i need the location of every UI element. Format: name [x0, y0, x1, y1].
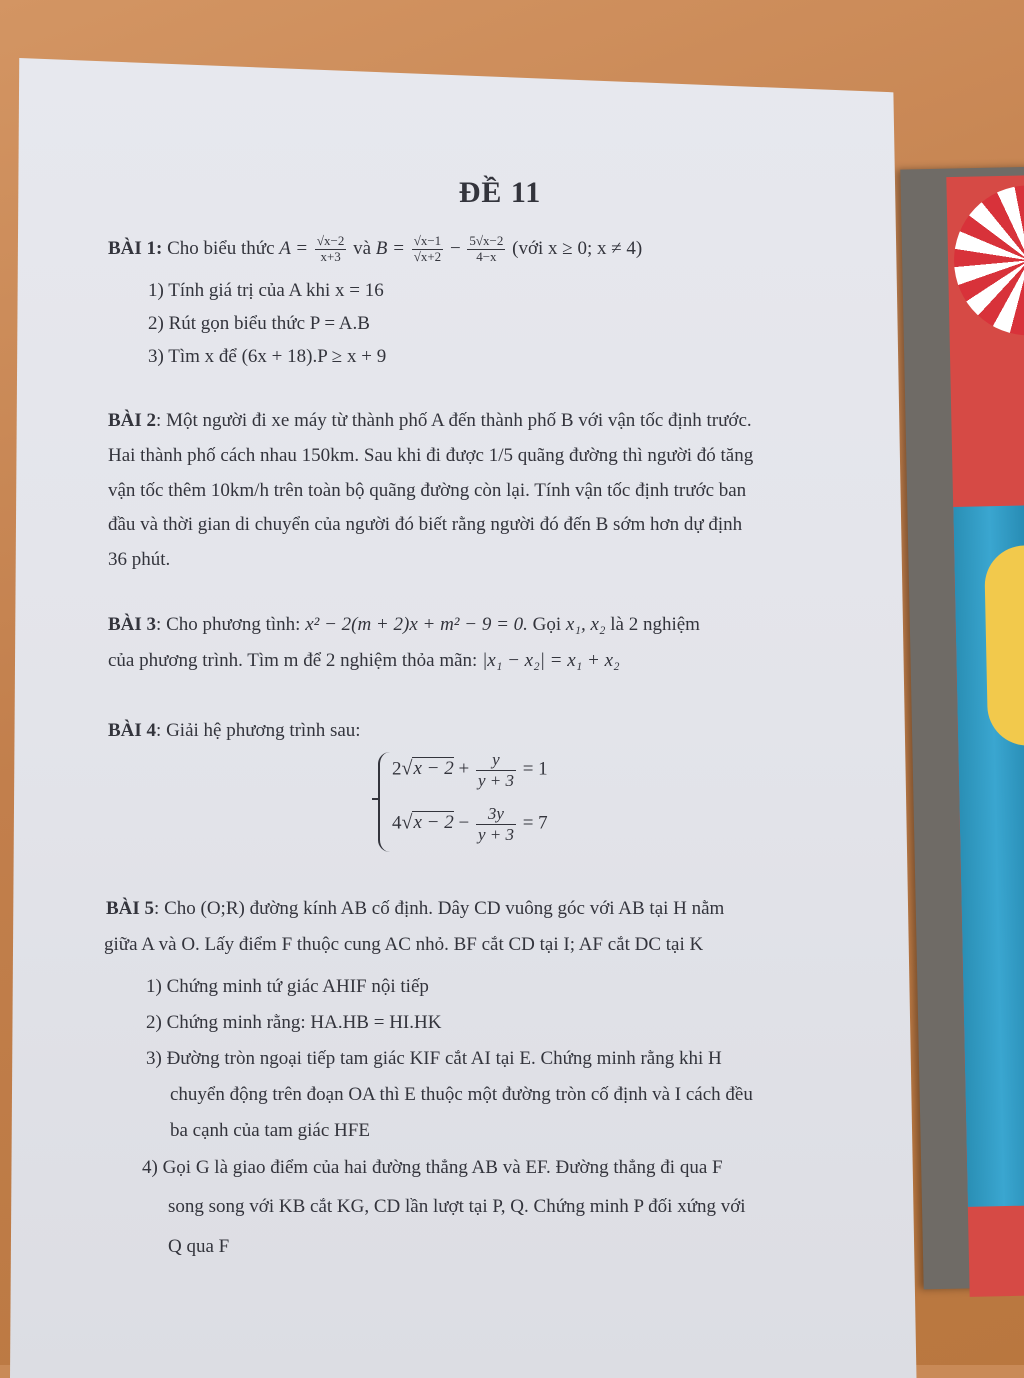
- system-equation-2: [392, 804, 548, 844]
- bai2-line-4: đầu và thời gian di chuyển của người đó biết rằng người đó đến B sớm hơn dự định: [108, 514, 743, 535]
- bai4-line: [108, 720, 361, 742]
- bai1-item-1: 1) Tính giá trị của A khi x = 16: [148, 280, 384, 301]
- eq2-denominator: y + 3: [477, 824, 514, 844]
- bai4-text: : Giải hệ phương trình sau:: [156, 720, 361, 741]
- bai5-label: BÀI 5: [106, 898, 155, 919]
- eq1-coef: 2: [392, 758, 402, 780]
- bai2-line-1: [108, 410, 752, 432]
- bai2-line-5: 36 phút.: [108, 549, 171, 570]
- bai1-and: và: [353, 237, 372, 259]
- expr-b-fraction-1: [412, 234, 443, 265]
- bai3-line-1: [108, 614, 700, 636]
- eq1-numerator: y: [476, 750, 516, 771]
- eq2-coef: 4: [392, 812, 402, 834]
- sqrt-icon: √: [401, 811, 413, 834]
- bai3-text-4: của phương trình. Tìm m để 2 nghiệm thỏa mãn:: [108, 650, 478, 671]
- bai5-item-2: 2) Chứng minh rằng: HA.HB = HI.HK: [146, 1012, 442, 1033]
- exam-title: ĐỀ 11: [458, 176, 542, 209]
- bai5-item-4-cont-1: song song với KB cắt KG, CD lần lượt tại P, Q. Chứng minh P đối xứng với: [168, 1196, 746, 1217]
- system-brace-tip: [372, 798, 380, 800]
- eq1-radicand: x − 2: [413, 758, 454, 780]
- expr-b2-numerator: 5√x−2: [469, 233, 504, 248]
- eq2-fraction: [476, 804, 516, 844]
- sqrt-icon: √: [401, 757, 413, 780]
- eq2-operator: −: [458, 812, 470, 834]
- eq2-numerator: 3y: [476, 804, 516, 825]
- bai5-item-3-cont-1: chuyển động trên đoạn OA thì E thuộc một đường tròn cố định và I cách đều: [170, 1084, 753, 1105]
- bai1-item-2: 2) Rút gọn biểu thức P = A.B: [148, 313, 370, 334]
- bai2-label: BÀI 2: [108, 410, 157, 431]
- bai3-label: BÀI 3: [108, 614, 157, 635]
- bai5-item-3-cont-2: ba cạnh của tam giác HFE: [170, 1120, 370, 1141]
- bai2-line-3: vận tốc thêm 10km/h trên toàn bộ quãng đường còn lại. Tính vận tốc định trước ban: [108, 480, 747, 501]
- expr-a-fraction: [315, 234, 346, 265]
- bai3-line-2: [108, 650, 620, 672]
- expr-b2-denominator: 4−x: [476, 248, 497, 264]
- expr-b-fraction-2: [467, 234, 505, 265]
- expr-a-denominator: x+3: [320, 248, 341, 264]
- bai1-intro: Cho biểu thức: [167, 237, 275, 259]
- bai3-equation: x² − 2(m + 2)x + m² − 9 = 0.: [305, 614, 528, 635]
- expr-a-lhs: A =: [279, 237, 309, 259]
- expr-b1-denominator: √x+2: [413, 248, 442, 264]
- bai3-text-1: : Cho phương tình:: [156, 614, 301, 635]
- bai4-label: BÀI 4: [108, 720, 157, 741]
- bai1-statement: [108, 234, 642, 265]
- bai3-condition: |x₁ − x₂| = x₁ + x₂: [482, 650, 620, 671]
- expr-a-numerator: √x−2: [316, 233, 345, 248]
- system-brace: [378, 752, 392, 852]
- equation-system: [378, 750, 608, 856]
- eq1-fraction: [476, 750, 516, 790]
- bai3-text-3: là 2 nghiệm: [610, 614, 700, 635]
- expr-b1-numerator: √x−1: [413, 233, 442, 248]
- bai5-line-2: giữa A và O. Lấy điểm F thuộc cung AC nhỏ. BF cắt CD tại I; AF cắt DC tại K: [104, 934, 704, 955]
- bai3-text-2: Gọi: [532, 614, 562, 635]
- bai5-item-3: 3) Đường tròn ngoại tiếp tam giác KIF cắt AI tại E. Chứng minh rằng khi H: [146, 1048, 722, 1069]
- system-equation-1: [392, 750, 548, 790]
- bai5-item-1: 1) Chứng minh tứ giác AHIF nội tiếp: [146, 976, 429, 997]
- bai1-item-3: 3) Tìm x để (6x + 18).P ≥ x + 9: [148, 346, 387, 367]
- eq1-operator: +: [458, 758, 470, 780]
- bai1-label: BÀI 1:: [108, 237, 163, 259]
- bai5-item-4-cont-2: Q qua F: [168, 1236, 230, 1257]
- eq1-denominator: y + 3: [477, 770, 514, 790]
- expr-b-minus: −: [449, 237, 461, 259]
- bai5-item-4: 4) Gọi G là giao điểm của hai đường thẳng AB và EF. Đường thẳng đi qua F: [142, 1157, 723, 1178]
- eq1-rhs: = 1: [522, 758, 548, 780]
- bai1-condition: (với x ≥ 0; x ≠ 4): [512, 237, 643, 259]
- expr-b-lhs: B =: [375, 237, 405, 259]
- eq2-rhs: = 7: [522, 812, 548, 834]
- eq2-radicand: x − 2: [413, 812, 454, 834]
- bai5-line-1: [106, 898, 724, 920]
- bai2-line-2: Hai thành phố cách nhau 150km. Sau khi đi được 1/5 quãng đường thì người đó tăng: [108, 445, 754, 466]
- bai3-roots: x₁, x₂: [565, 614, 606, 635]
- bai2-text-1: : Một người đi xe máy từ thành phố A đến thành phố B với vận tốc định trước.: [156, 410, 752, 431]
- bai5-text-1: : Cho (O;R) đường kính AB cố định. Dây CD vuông góc với AB tại H nằm: [154, 898, 725, 919]
